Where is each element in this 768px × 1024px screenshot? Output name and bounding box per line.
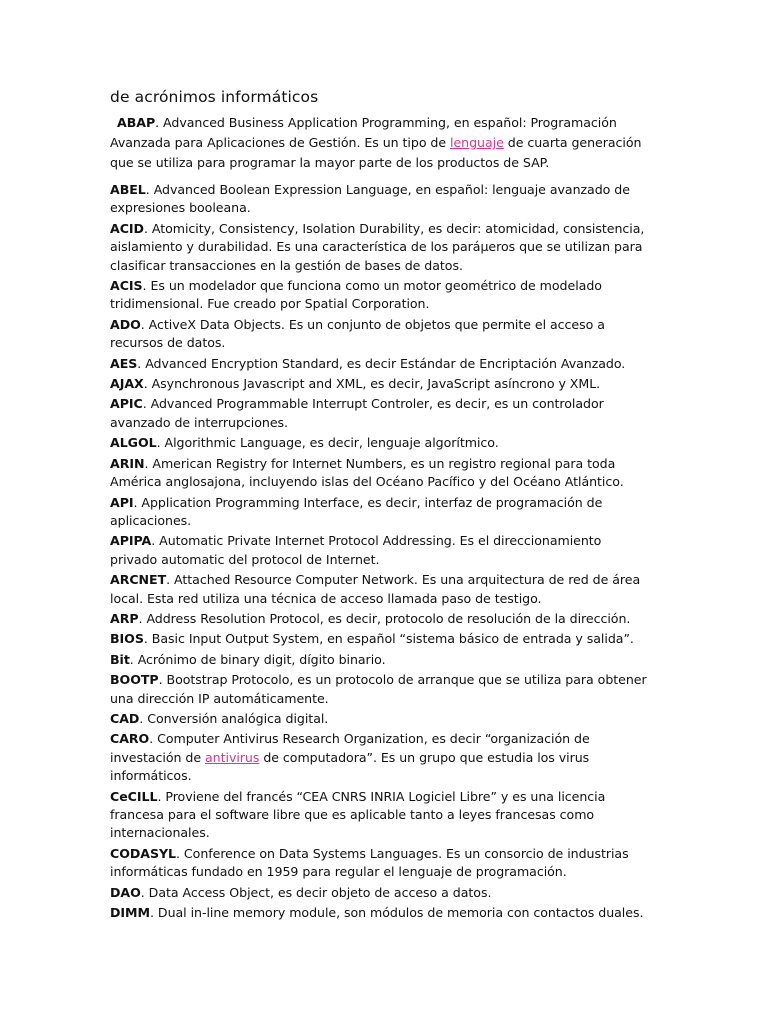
- entry-text: . ActiveX Data Objects. Es un conjunto de objetos que permite el acceso a recursos de datos.: [110, 316, 605, 351]
- entry-bios: [110, 630, 650, 648]
- entry-codasyl: [110, 845, 650, 882]
- entry-acid: [110, 220, 650, 275]
- entry-text: . Algorithmic Language, es decir, lenguaje algorítmico.: [156, 435, 499, 451]
- entry-term: CODASYL: [110, 845, 177, 861]
- entry-term: CAD: [110, 710, 140, 726]
- entry-text: de cuarta generación que se utiliza para programar la mayor parte de los productos de SAP.: [110, 135, 642, 170]
- entry-term: AJAX: [110, 376, 144, 392]
- entry-text: . Application Programming Interface, es decir, interfaz de programación de aplicaciones.: [110, 494, 603, 528]
- entry-text: . Advanced Encryption Standard, es decir Estándar de Encriptación Avanzado.: [137, 355, 626, 371]
- entry-ado: [110, 316, 650, 353]
- entry-text: . Asynchronous Javascript and XML, es decir, JavaScript asíncrono y XML.: [143, 376, 601, 392]
- entry-api: [110, 494, 650, 531]
- entry-term: ALGOL: [110, 435, 157, 451]
- entry-cad: [110, 710, 650, 728]
- entry-bit: [110, 651, 650, 669]
- entry-text: . Dual in-line memory module, son módulos de memoria con contactos duales.: [150, 905, 644, 921]
- entry-term: ARIN: [110, 455, 145, 471]
- entry-term: AES: [110, 355, 138, 371]
- entry-term: ACIS: [110, 278, 143, 294]
- entry-text: . Conversión analógica digital.: [139, 710, 329, 726]
- entry-text: . Proviene del francés “CEA CNRS INRIA Logiciel Libre” y es una licencia francesa para el software libre que es aplicable tanto a leyes francesas como internacionales.: [110, 788, 606, 841]
- entry-text: . Automatic Private Internet Protocol Addressing. Es el direccionamiento privado automatic del protocol de Internet.: [110, 533, 602, 567]
- entry-dao: [110, 884, 650, 902]
- entry-term: ABAP: [117, 115, 156, 130]
- entry-term: DIMM: [110, 905, 151, 921]
- entry-bootp: [110, 671, 650, 708]
- entry-apic: [110, 395, 650, 432]
- entry-arcnet: [110, 571, 650, 608]
- entry-abap: [110, 113, 650, 173]
- entry-text: de computadora”. Es un grupo que estudia los virus informáticos.: [110, 749, 590, 784]
- entry-term: ADO: [110, 316, 141, 332]
- entry-term: ARCNET: [110, 572, 167, 588]
- entry-text: . Advanced Boolean Expression Language, en español: lenguaje avanzado de expresiones booleana.: [110, 182, 630, 216]
- entry-term: Bit: [110, 651, 130, 667]
- entry-acis: [110, 277, 650, 314]
- entry-text: . Bootstrap Protocolo, es un protocolo de arranque que se utiliza para obtener una dirección IP automáticamente.: [110, 672, 647, 706]
- entry-text: . Advanced Programmable Interrupt Controler, es decir, es un controlador avanzado de interrupciones.: [110, 396, 604, 430]
- entry-text: . Advanced Business Application Programming, en español: Programación Avanzada para Aplicaciones de Gestión. Es un tipo de: [110, 115, 617, 150]
- link-antivirus[interactable]: antivirus: [205, 749, 260, 765]
- entry-text: . Acrónimo de binary digit, dígito binario.: [129, 651, 386, 667]
- entry-algol: [110, 434, 650, 452]
- entry-text: . Attached Resource Computer Network. Es una arquitectura de red de área local. Esta red utiliza una técnica de acceso llamada paso de testigo.: [110, 572, 641, 606]
- entry-dimm: [110, 904, 650, 922]
- entry-term: BIOS: [110, 631, 144, 647]
- link-lenguaje[interactable]: lenguaje: [450, 135, 504, 150]
- entry-text: . Address Resolution Protocol, es decir, protocolo de resolución de la dirección.: [138, 610, 631, 626]
- entry-text: . Conference on Data Systems Languages. Es un consorcio de industrias informáticas fundado en 1959 para regular el lenguaje de programación.: [110, 845, 629, 880]
- entry-term: ACID: [110, 220, 144, 236]
- entry-term: ARP: [110, 610, 139, 626]
- entry-term: ABEL: [110, 182, 146, 197]
- entry-ajax: [110, 375, 650, 393]
- entry-text: . Data Access Object, es decir objeto de acceso a datos.: [140, 884, 492, 900]
- entry-text: . Es un modelador que funciona como un motor geométrico de modelado tridimensional. Fue creado por Spatial Corporation.: [110, 278, 602, 312]
- document-page: [110, 86, 650, 924]
- entry-cecill: [110, 788, 650, 843]
- entry-term: APIC: [110, 396, 143, 412]
- entry-text: . Basic Input Output System, en español “sistema básico de entrada y salida”.: [143, 631, 634, 647]
- entry-text: . Atomicity, Consistency, Isolation Durability, es decir: atomicidad, consistencia, aislamiento y durabilidad. Es una característica de los paráμeros que se utilizan para clasificar transacciones en la gestión de bases de datos.: [110, 220, 645, 273]
- document-title: de acrónimos informáticos: [110, 88, 319, 106]
- entry-term: APIPA: [110, 533, 152, 549]
- entry-term: BOOTP: [110, 672, 159, 688]
- entry-text: . American Registry for Internet Numbers, es un registro regional para toda América anglosajona, incluyendo islas del Océano Pacífico y del Océano Atlántico.: [110, 455, 624, 490]
- entry-arin: [110, 455, 650, 492]
- entry-term: API: [110, 494, 134, 510]
- entry-aes: [110, 355, 650, 373]
- entry-term: CARO: [110, 731, 150, 747]
- entry-caro: [110, 730, 650, 785]
- entry-text: . Computer Antivirus Research Organization, es decir “organización de investación de: [110, 731, 590, 765]
- entry-term: CeCILL: [110, 788, 158, 804]
- entry-arp: [110, 610, 650, 628]
- entry-term: DAO: [110, 884, 141, 900]
- entry-abel: [110, 181, 650, 218]
- entry-apipa: [110, 532, 650, 569]
